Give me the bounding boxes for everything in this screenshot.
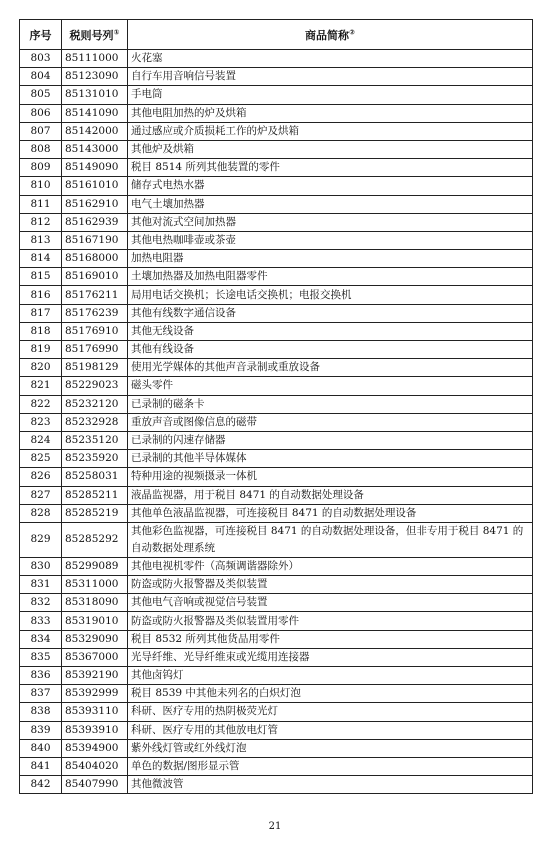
table-row	[20, 431, 533, 449]
seq-cell: 809	[20, 159, 62, 177]
footnote-marker-1: ①	[113, 27, 120, 36]
code-cell: 85162910	[62, 195, 128, 213]
table-row	[20, 504, 533, 522]
code-cell: 85232928	[62, 413, 128, 431]
code-cell: 85258031	[62, 468, 128, 486]
seq-cell: 803	[20, 50, 62, 68]
name-cell: 科研、医疗专用的热阴极荧光灯	[128, 703, 533, 721]
table-row	[20, 486, 533, 504]
table-row	[20, 703, 533, 721]
seq-cell: 811	[20, 195, 62, 213]
code-cell: 85169010	[62, 268, 128, 286]
table-row	[20, 721, 533, 739]
name-cell: 光导纤维、光导纤维束或光缆用连接器	[128, 648, 533, 666]
code-cell: 85176239	[62, 304, 128, 322]
table-row	[20, 250, 533, 268]
table-row	[20, 86, 533, 104]
seq-cell: 816	[20, 286, 62, 304]
table-row	[20, 413, 533, 431]
code-cell: 85319010	[62, 612, 128, 630]
seq-cell: 828	[20, 504, 62, 522]
code-cell: 85176910	[62, 322, 128, 340]
code-cell: 85285219	[62, 504, 128, 522]
table-row	[20, 757, 533, 775]
code-cell: 85141090	[62, 104, 128, 122]
name-cell: 其他炉及烘箱	[128, 140, 533, 158]
table-row	[20, 177, 533, 195]
code-cell: 85143000	[62, 140, 128, 158]
seq-cell: 808	[20, 140, 62, 158]
seq-cell: 823	[20, 413, 62, 431]
column-header-seq	[20, 20, 62, 50]
code-cell: 85167190	[62, 231, 128, 249]
seq-cell: 821	[20, 377, 62, 395]
table-row	[20, 648, 533, 666]
seq-cell: 818	[20, 322, 62, 340]
name-cell: 其他微波管	[128, 776, 533, 794]
table-row	[20, 685, 533, 703]
code-cell: 85392190	[62, 667, 128, 685]
seq-cell: 827	[20, 486, 62, 504]
page-number: 21	[268, 821, 282, 832]
column-header-name	[128, 20, 533, 50]
seq-cell: 814	[20, 250, 62, 268]
table-row	[20, 231, 533, 249]
table-row	[20, 213, 533, 231]
table-header	[20, 20, 533, 50]
table-row	[20, 104, 533, 122]
name-cell: 特种用途的视频摄录一体机	[128, 468, 533, 486]
name-cell: 重放声音或图像信息的磁带	[128, 413, 533, 431]
seq-cell: 829	[20, 522, 62, 557]
seq-cell: 835	[20, 648, 62, 666]
name-cell: 其他无线设备	[128, 322, 533, 340]
seq-cell: 836	[20, 667, 62, 685]
name-cell: 已录制的其他半导体媒体	[128, 450, 533, 468]
name-cell: 局用电话交换机；长途电话交换机；电报交换机	[128, 286, 533, 304]
table-row	[20, 667, 533, 685]
name-cell: 防盗或防火报警器及类似装置	[128, 576, 533, 594]
seq-cell: 819	[20, 341, 62, 359]
code-cell: 85285292	[62, 522, 128, 557]
name-cell: 其他有线设备	[128, 341, 533, 359]
table-body	[20, 50, 533, 794]
name-cell: 手电筒	[128, 86, 533, 104]
name-cell: 其他电热咖啡壶或茶壶	[128, 231, 533, 249]
table-row	[20, 468, 533, 486]
table-row	[20, 50, 533, 68]
name-cell: 防盗或防火报警器及类似装置用零件	[128, 612, 533, 630]
code-cell: 85131010	[62, 86, 128, 104]
name-cell: 储存式电热水器	[128, 177, 533, 195]
seq-cell: 815	[20, 268, 62, 286]
seq-cell: 824	[20, 431, 62, 449]
table-row	[20, 286, 533, 304]
name-cell: 其他电视机零件（高频调谐器除外）	[128, 557, 533, 575]
seq-cell: 813	[20, 231, 62, 249]
name-cell: 其他彩色监视器，可连接税目 8471 的自动数据处理设备，但非专用于税目 8471 的自动数据处理系统	[128, 522, 533, 557]
seq-cell: 825	[20, 450, 62, 468]
code-cell: 85123090	[62, 68, 128, 86]
seq-cell: 822	[20, 395, 62, 413]
name-cell: 税目 8514 所列其他装置的零件	[128, 159, 533, 177]
name-cell: 其他电气音响或视觉信号装置	[128, 594, 533, 612]
table-row	[20, 322, 533, 340]
name-cell: 自行车用音响信号装置	[128, 68, 533, 86]
name-cell: 已录制的磁条卡	[128, 395, 533, 413]
code-cell: 85229023	[62, 377, 128, 395]
code-cell: 85161010	[62, 177, 128, 195]
name-cell: 磁头零件	[128, 377, 533, 395]
code-cell: 85393910	[62, 721, 128, 739]
name-cell: 其他有线数字通信设备	[128, 304, 533, 322]
name-cell: 其他单色液晶监视器，可连接税目 8471 的自动数据处理设备	[128, 504, 533, 522]
code-cell: 85404020	[62, 757, 128, 775]
seq-cell: 841	[20, 757, 62, 775]
code-cell: 85392999	[62, 685, 128, 703]
table-row	[20, 776, 533, 794]
code-cell: 85142000	[62, 122, 128, 140]
table-row	[20, 122, 533, 140]
table-row	[20, 612, 533, 630]
name-cell: 其他卤钨灯	[128, 667, 533, 685]
table-row	[20, 140, 533, 158]
name-cell: 已录制的闪速存储器	[128, 431, 533, 449]
seq-cell: 833	[20, 612, 62, 630]
code-cell: 85235120	[62, 431, 128, 449]
name-cell: 通过感应或介质损耗工作的炉及烘箱	[128, 122, 533, 140]
seq-cell: 806	[20, 104, 62, 122]
footnote-marker-2: ②	[349, 27, 355, 36]
name-cell: 电气土壤加热器	[128, 195, 533, 213]
header-row	[20, 20, 533, 50]
table-row	[20, 576, 533, 594]
code-cell: 85311000	[62, 576, 128, 594]
seq-cell: 805	[20, 86, 62, 104]
name-cell: 使用光学媒体的其他声音录制或重放设备	[128, 359, 533, 377]
code-cell: 85299089	[62, 557, 128, 575]
table-row	[20, 359, 533, 377]
name-cell: 加热电阻器	[128, 250, 533, 268]
code-cell: 85407990	[62, 776, 128, 794]
name-cell: 其他电阻加热的炉及烘箱	[128, 104, 533, 122]
code-cell: 85149090	[62, 159, 128, 177]
code-cell: 85318090	[62, 594, 128, 612]
code-cell: 85176990	[62, 341, 128, 359]
table-row	[20, 304, 533, 322]
code-cell: 85235920	[62, 450, 128, 468]
table-row	[20, 341, 533, 359]
name-cell: 单色的数据/图形显示管	[128, 757, 533, 775]
seq-cell: 807	[20, 122, 62, 140]
table-row	[20, 395, 533, 413]
table-row	[20, 739, 533, 757]
name-cell: 紫外线灯管或红外线灯泡	[128, 739, 533, 757]
code-cell: 85232120	[62, 395, 128, 413]
tariff-table	[19, 19, 533, 794]
seq-cell: 831	[20, 576, 62, 594]
table-row	[20, 522, 533, 557]
seq-cell: 820	[20, 359, 62, 377]
code-cell: 85198129	[62, 359, 128, 377]
seq-cell: 810	[20, 177, 62, 195]
seq-cell: 837	[20, 685, 62, 703]
code-cell: 85329090	[62, 630, 128, 648]
seq-cell: 834	[20, 630, 62, 648]
code-cell: 85393110	[62, 703, 128, 721]
seq-cell: 838	[20, 703, 62, 721]
name-cell: 税目 8539 中其他未列名的白炽灯泡	[128, 685, 533, 703]
column-header-code-label: 税则号列	[69, 28, 114, 42]
name-cell: 税目 8532 所列其他货品用零件	[128, 630, 533, 648]
name-cell: 其他对流式空间加热器	[128, 213, 533, 231]
name-cell: 火花塞	[128, 50, 533, 68]
seq-cell: 830	[20, 557, 62, 575]
seq-cell: 812	[20, 213, 62, 231]
name-cell: 科研、医疗专用的其他放电灯管	[128, 721, 533, 739]
table-row	[20, 377, 533, 395]
column-header-code	[62, 20, 128, 50]
name-cell: 土壤加热器及加热电阻器零件	[128, 268, 533, 286]
seq-cell: 842	[20, 776, 62, 794]
code-cell: 85367000	[62, 648, 128, 666]
code-cell: 85168000	[62, 250, 128, 268]
seq-cell: 817	[20, 304, 62, 322]
table-row	[20, 594, 533, 612]
code-cell: 85111000	[62, 50, 128, 68]
seq-cell: 804	[20, 68, 62, 86]
table-row	[20, 268, 533, 286]
code-cell: 85394900	[62, 739, 128, 757]
table-row	[20, 630, 533, 648]
table-row	[20, 450, 533, 468]
code-cell: 85285211	[62, 486, 128, 504]
code-cell: 85162939	[62, 213, 128, 231]
table-row	[20, 159, 533, 177]
name-cell: 液晶监视器，用于税目 8471 的自动数据处理设备	[128, 486, 533, 504]
table-row	[20, 195, 533, 213]
table-row	[20, 557, 533, 575]
seq-cell: 839	[20, 721, 62, 739]
seq-cell: 832	[20, 594, 62, 612]
column-header-name-label: 商品简称	[305, 28, 350, 42]
seq-cell: 826	[20, 468, 62, 486]
table-row	[20, 68, 533, 86]
seq-cell: 840	[20, 739, 62, 757]
code-cell: 85176211	[62, 286, 128, 304]
column-header-seq-label: 序号	[29, 28, 52, 42]
